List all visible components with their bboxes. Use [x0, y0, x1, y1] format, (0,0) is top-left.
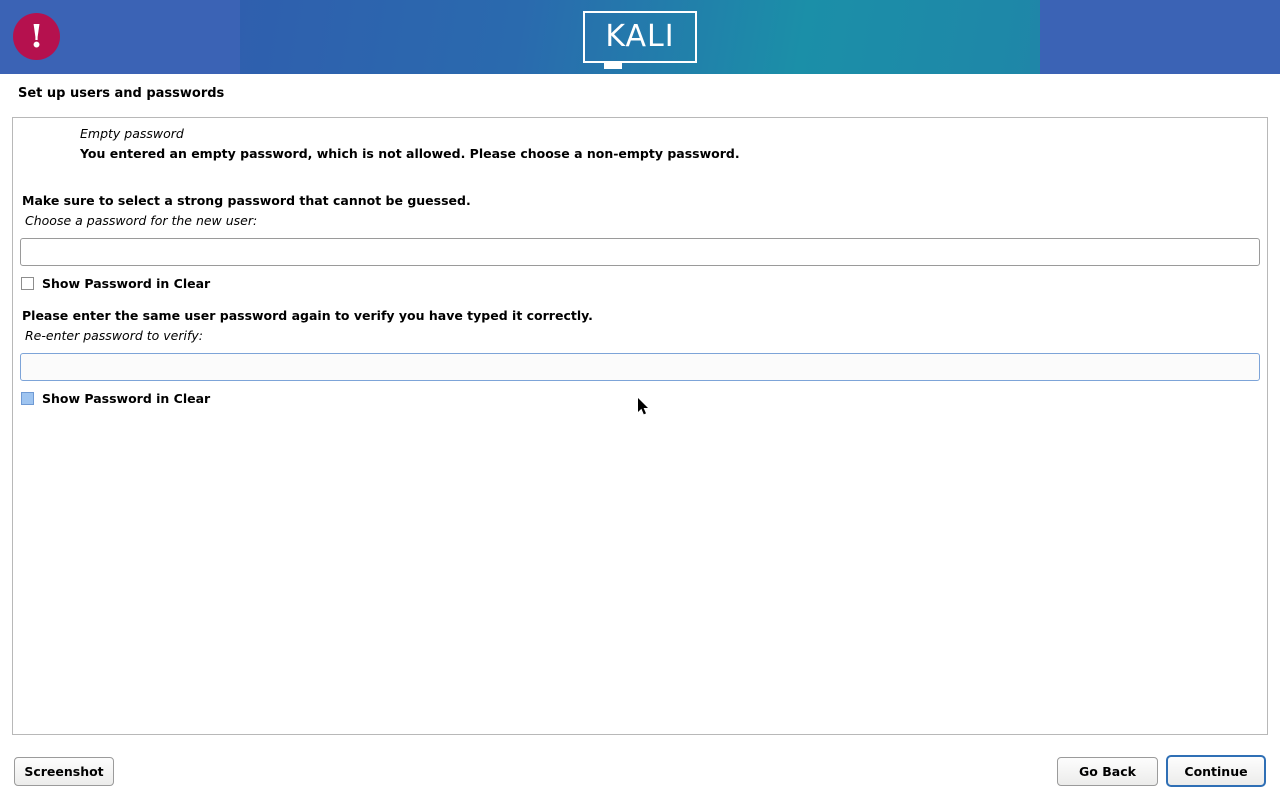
strong-password-note: Make sure to select a strong password that cannot be guessed.	[22, 193, 471, 208]
go-back-button[interactable]: Go Back	[1057, 757, 1158, 786]
checkbox-icon[interactable]	[21, 277, 34, 290]
show-password-label-2: Show Password in Clear	[42, 391, 211, 406]
exclamation-icon: !	[13, 13, 60, 60]
password-field-label: Choose a password for the new user:	[25, 213, 258, 228]
kali-logo-text: KALI	[605, 19, 675, 54]
installer-banner	[0, 0, 1280, 74]
show-password-label-1: Show Password in Clear	[42, 276, 211, 291]
kali-logo	[583, 11, 697, 63]
password-input[interactable]	[20, 238, 1260, 266]
verify-password-note: Please enter the same user password again to verify you have typed it correctly.	[22, 308, 593, 323]
verify-field-label: Re-enter password to verify:	[25, 328, 203, 343]
screenshot-button[interactable]: Screenshot	[14, 757, 114, 786]
show-password-checkbox-row-2[interactable]	[21, 391, 210, 406]
kali-logo-notch	[604, 63, 622, 69]
alert-message: You entered an empty password, which is not allowed. Please choose a non-empty password.	[80, 146, 740, 161]
continue-button[interactable]: Continue	[1166, 755, 1266, 787]
page-title: Set up users and passwords	[18, 86, 225, 101]
show-password-checkbox-row-1[interactable]	[21, 276, 210, 291]
verify-password-input[interactable]	[20, 353, 1260, 381]
alert-title: Empty password	[80, 126, 184, 141]
checkbox-icon[interactable]	[21, 392, 34, 405]
content-frame	[12, 117, 1268, 735]
